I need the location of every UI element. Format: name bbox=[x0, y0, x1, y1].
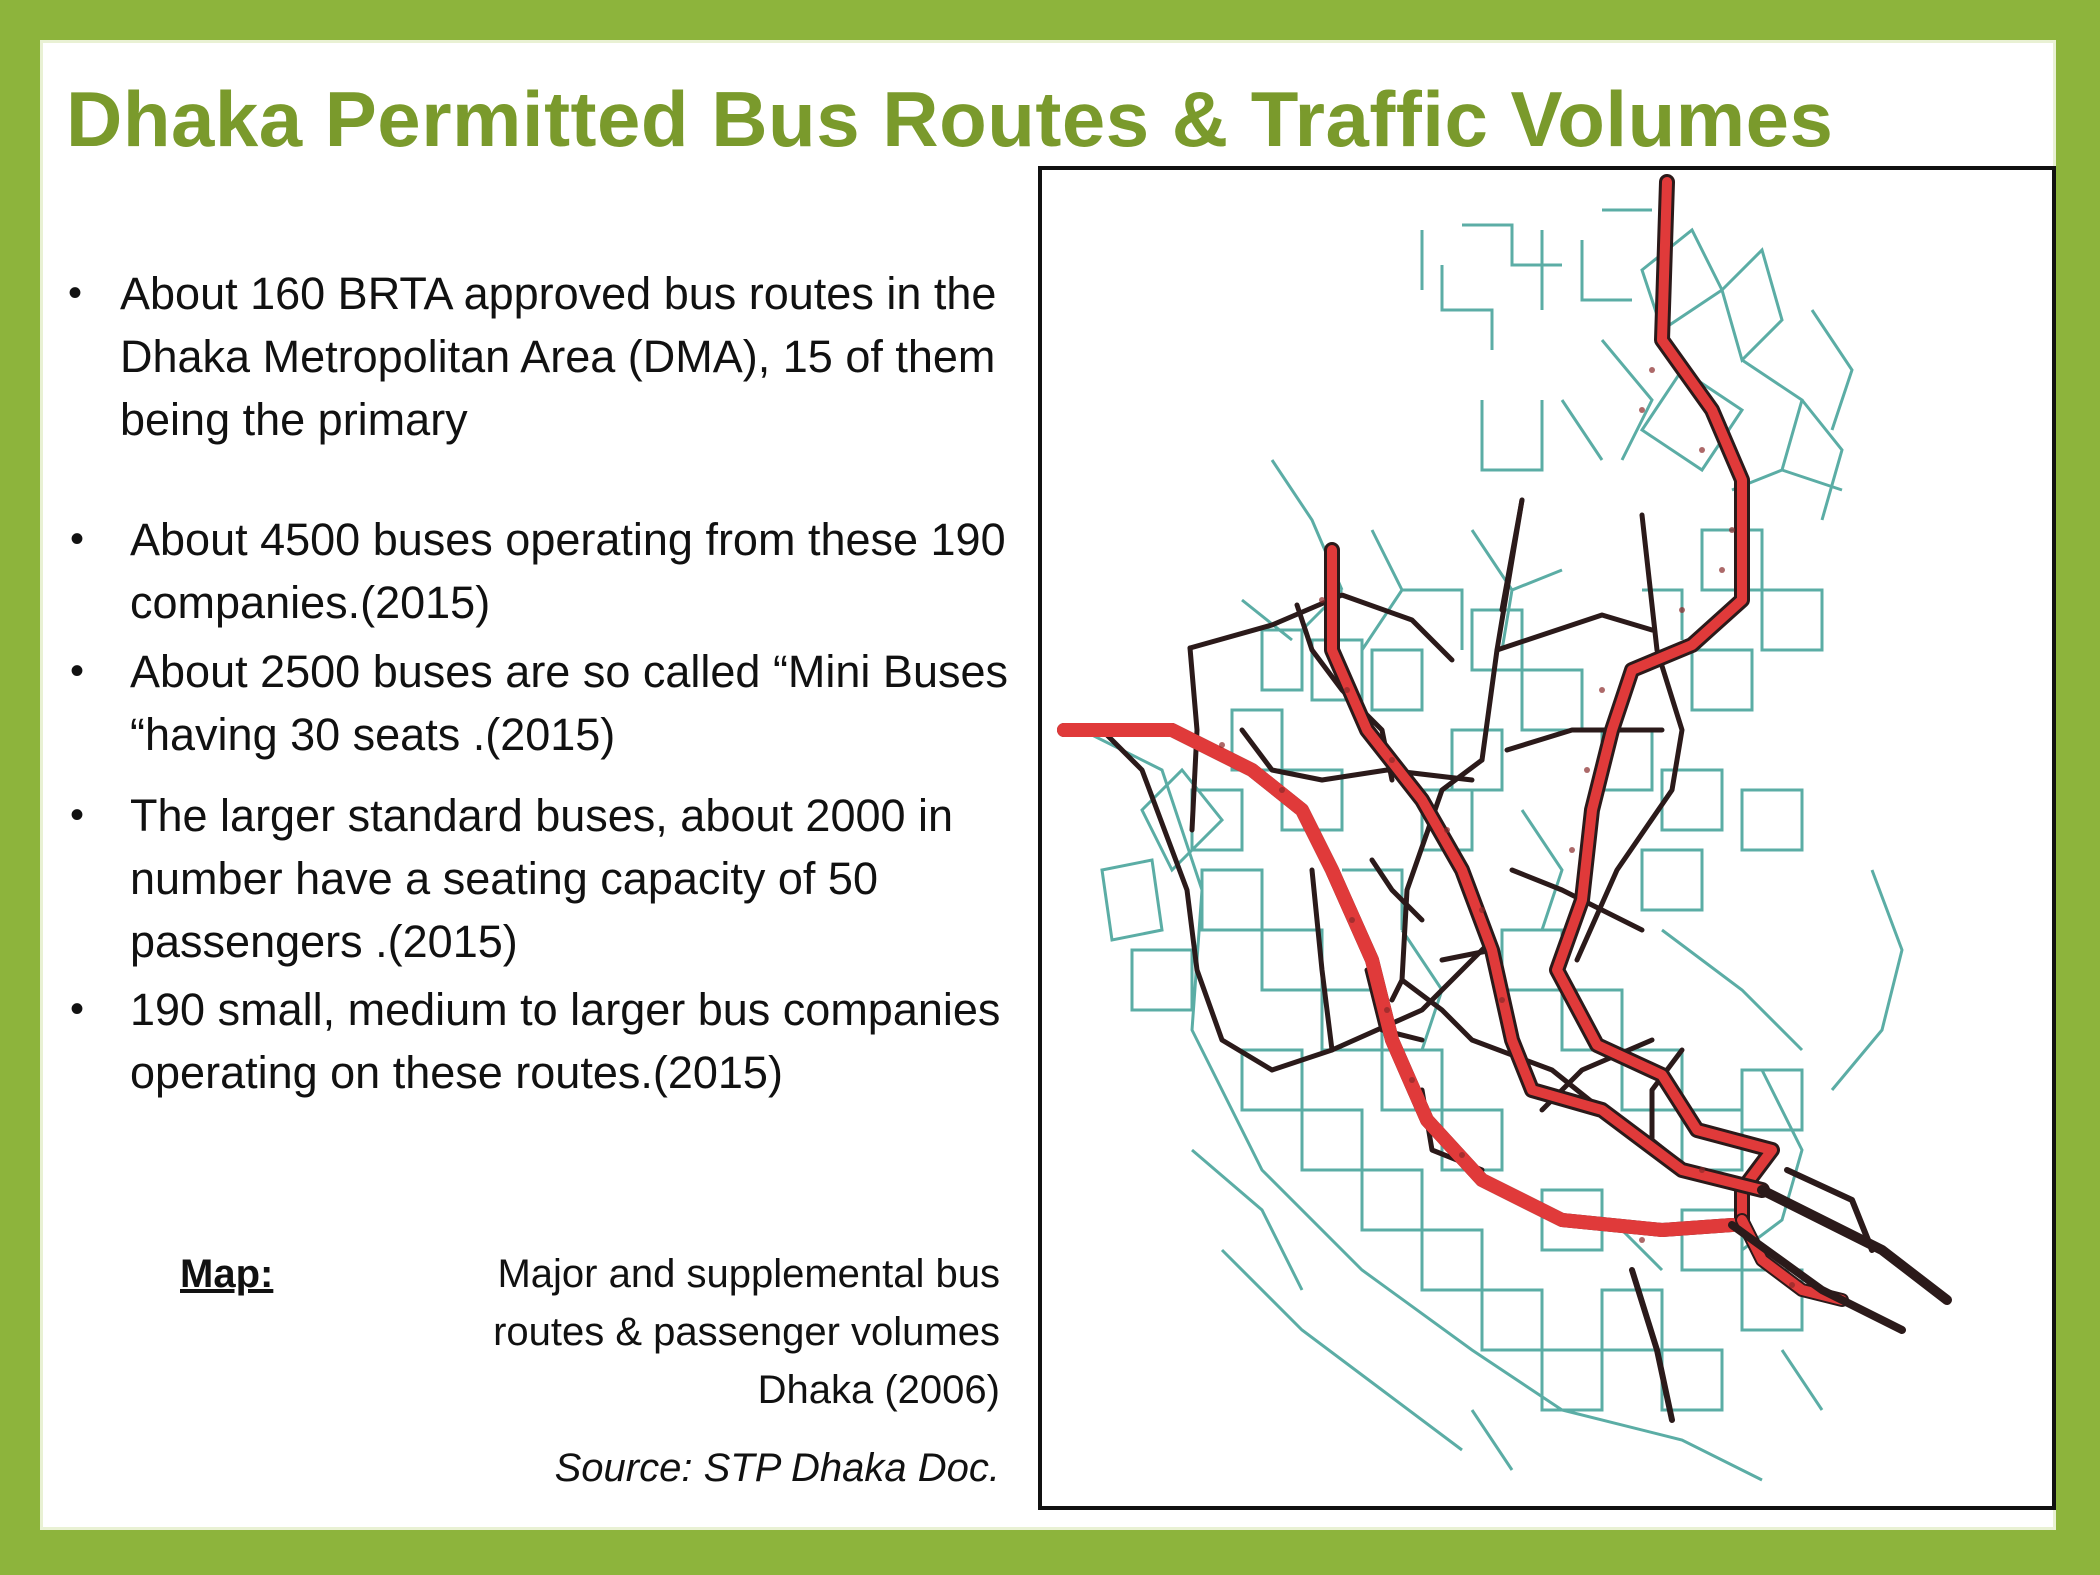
bullet-dot-icon: • bbox=[68, 271, 83, 315]
bullet-dot-icon: • bbox=[70, 517, 85, 561]
street-network bbox=[1082, 210, 1902, 1480]
source-note: Source: STP Dhaka Doc. bbox=[554, 1446, 1000, 1490]
bus-route-map bbox=[1038, 166, 2056, 1510]
bullet-item bbox=[70, 508, 1030, 634]
slide-title: Dhaka Permitted Bus Routes & Traffic Volumes bbox=[66, 75, 1834, 163]
bullet-dot-icon: • bbox=[70, 793, 85, 837]
bullet-item bbox=[70, 978, 1030, 1104]
bullet-item bbox=[70, 784, 1030, 973]
bullet-text: The larger standard buses, about 2000 in number have a seating capacity of 50 passengers .(2015) bbox=[130, 790, 954, 967]
major-bus-routes bbox=[1064, 182, 1947, 1420]
bullet-dot-icon: • bbox=[70, 987, 85, 1031]
caption-text: Major and supplemental bus routes & passenger volumes Dhaka (2006) bbox=[493, 1252, 1000, 1412]
map-canvas bbox=[1042, 170, 2056, 1510]
bullet-item bbox=[68, 262, 1020, 451]
bullet-text: 190 small, medium to larger bus companies operating on these routes.(2015) bbox=[130, 984, 1001, 1098]
bullet-text: About 4500 buses operating from these 190 companies.(2015) bbox=[130, 514, 1006, 628]
bullet-dot-icon: • bbox=[70, 649, 85, 693]
map-caption bbox=[180, 1245, 1000, 1419]
caption-label: Map: bbox=[180, 1252, 274, 1296]
bullet-text: About 2500 buses are so called “Mini Buses “having 30 seats .(2015) bbox=[130, 646, 1009, 760]
bullet-item bbox=[70, 640, 1030, 766]
slide bbox=[40, 40, 2056, 1530]
bullet-text: About 160 BRTA approved bus routes in the Dhaka Metropolitan Area (DMA), 15 of them being the primary bbox=[120, 268, 997, 445]
